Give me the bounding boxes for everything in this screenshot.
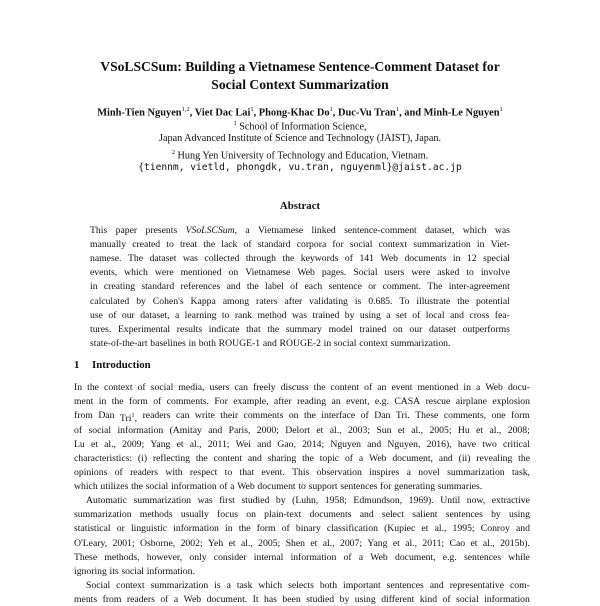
affiliation-text: School of Information Science,	[239, 121, 367, 133]
author-name: Phong-Khac Do	[258, 107, 330, 119]
affiliation-text: Japan Advanced Institute of Science and Technology (JAIST), Japan.	[158, 133, 441, 144]
abstract-line: in creating standard references and the label of each sentence or comment. The inter-agreement	[90, 281, 510, 293]
paragraph-line: These methods, however, only consider internal information of a Web document, e.g. sentences while	[74, 551, 530, 563]
paragraph-line: O'Leary, 2001; Osborne, 2002; Yeh et al., 2005; Shen et al., 2007; Yang et al., 2011; Cao et al., 2015b).	[74, 537, 530, 549]
abstract-line: calculated by Cohen's Kappa among raters after validating is 0.685. To illustrate the potential	[90, 295, 510, 307]
author-affiliation-marker: 1	[329, 106, 333, 113]
abstract-line: tures. Experimental results indicate that the summary model trained on our dataset outperforms	[90, 323, 510, 335]
paragraph-line: ments from readers of a Web document. It has been studied by using different kind of social information	[74, 594, 530, 606]
author-name: Duc-Vu Tran	[337, 107, 396, 119]
paragraph-line: Social context summarization is a task which selects both important sentences and representative com-	[86, 580, 530, 591]
title-line: Social Context Summarization	[211, 77, 389, 92]
paragraph-line: ignoring its social information.	[74, 566, 195, 577]
author-affiliation-marker: 1	[250, 106, 254, 113]
abstract-line: events, which were mentioned on Vietnamese Web pages. Social users were asked to involve	[90, 267, 510, 279]
paragraph-line: characteristics: (i) reflecting the content and sharing the topic of a Web document, and (ii) revealing the	[74, 453, 530, 464]
paragraph-line: statistical or linguistic information in the form of binary classification (Kupiec et al., 1995; Conroy and	[74, 523, 530, 535]
paragraph-line: from Dan Tri$^1$, readers can write their comments on the interface of Dan Tri. These comments, one form	[74, 410, 530, 425]
abstract-line: state-of-the-art baselines in both ROUGE-1 and ROUGE-2 in social context summarization.	[90, 337, 451, 349]
section-number: 1	[74, 359, 80, 371]
abstract-line: manually created to treat the lack of standard corpora for social context summarization in Viet-	[90, 239, 510, 251]
section-heading	[74, 358, 151, 372]
author-email: {tiennm, vietld, phongdk, vu.tran, nguyenml}@jaist.ac.jp	[138, 162, 462, 173]
affiliation-text: Hung Yen University of Technology and Education, Vietnam.	[177, 150, 429, 162]
author-affiliation-marker: 1	[499, 106, 503, 113]
author-name: Viet Dac Lai	[194, 107, 251, 119]
author-name: Minh-Tien Nguyen	[97, 107, 182, 119]
author-name: Minh-Le Nguyen	[423, 107, 500, 119]
paragraph-line: Automatic summarization was first studied by (Luhn, 1958; Edmundson, 1969). Until now, extractive	[86, 495, 530, 506]
paper-title	[60, 58, 540, 94]
paragraph-line: Lu et al., 2009; Yang et al., 2011; Wei and Gao, 2014; Nguyen and Nguyen, 2016), have two critical	[74, 438, 530, 450]
title-line: VSoLSCSum: Building a Vietnamese Sentence-Comment Dataset for	[100, 59, 500, 74]
section-title: Introduction	[92, 359, 151, 371]
author-affiliation-marker: 1,2	[181, 106, 190, 113]
abstract-line: namese. The dataset was collected through the keywords of 141 Web documents in 12 special	[90, 253, 510, 265]
affiliation	[60, 132, 540, 146]
paragraph-line: of social information (Amitay and Paris, 2000; Delort et al., 2003; Sun et al., 2005; Hu et al., 2008;	[74, 424, 530, 436]
paragraph-line: ment in the form of comments. For example, after reading an event, e.g. CASA rescue airplane explosion	[74, 396, 530, 408]
affiliation-marker: 2	[171, 149, 175, 156]
paragraph-line: summarization methods usually focus on plain-text documents and select salient sentences by using	[74, 509, 530, 521]
paragraph-line: In the context of social media, users can freely discuss the content of an event mentioned in a Web docu-	[74, 382, 530, 393]
abstract-line: This paper presents VSoLSCSum, a Vietnamese linked sentence-comment dataset, which was	[90, 225, 510, 236]
paragraph-line: opinions of readers with respect to that event. This observation inspires a novel summarization task,	[74, 467, 530, 479]
author-list: Minh-Tien Nguyen$^{1,2}$, Viet Dac Lai$^1$, Phong-Khac Do$^1$, Duc-Vu Tran$^1$, and Minh-Le Nguyen$^1$	[97, 106, 503, 119]
abstract-heading: Abstract	[279, 200, 321, 212]
paragraph-line: which utilizes the social information of a Web document to support sentences for generating summaries.	[74, 481, 483, 493]
abstract-line: use of our dataset, a learning to rank method was trained by using a set of local and cross fea-	[90, 309, 510, 321]
affiliation-marker: 1	[233, 120, 237, 127]
author-affiliation-marker: 1	[395, 106, 400, 113]
